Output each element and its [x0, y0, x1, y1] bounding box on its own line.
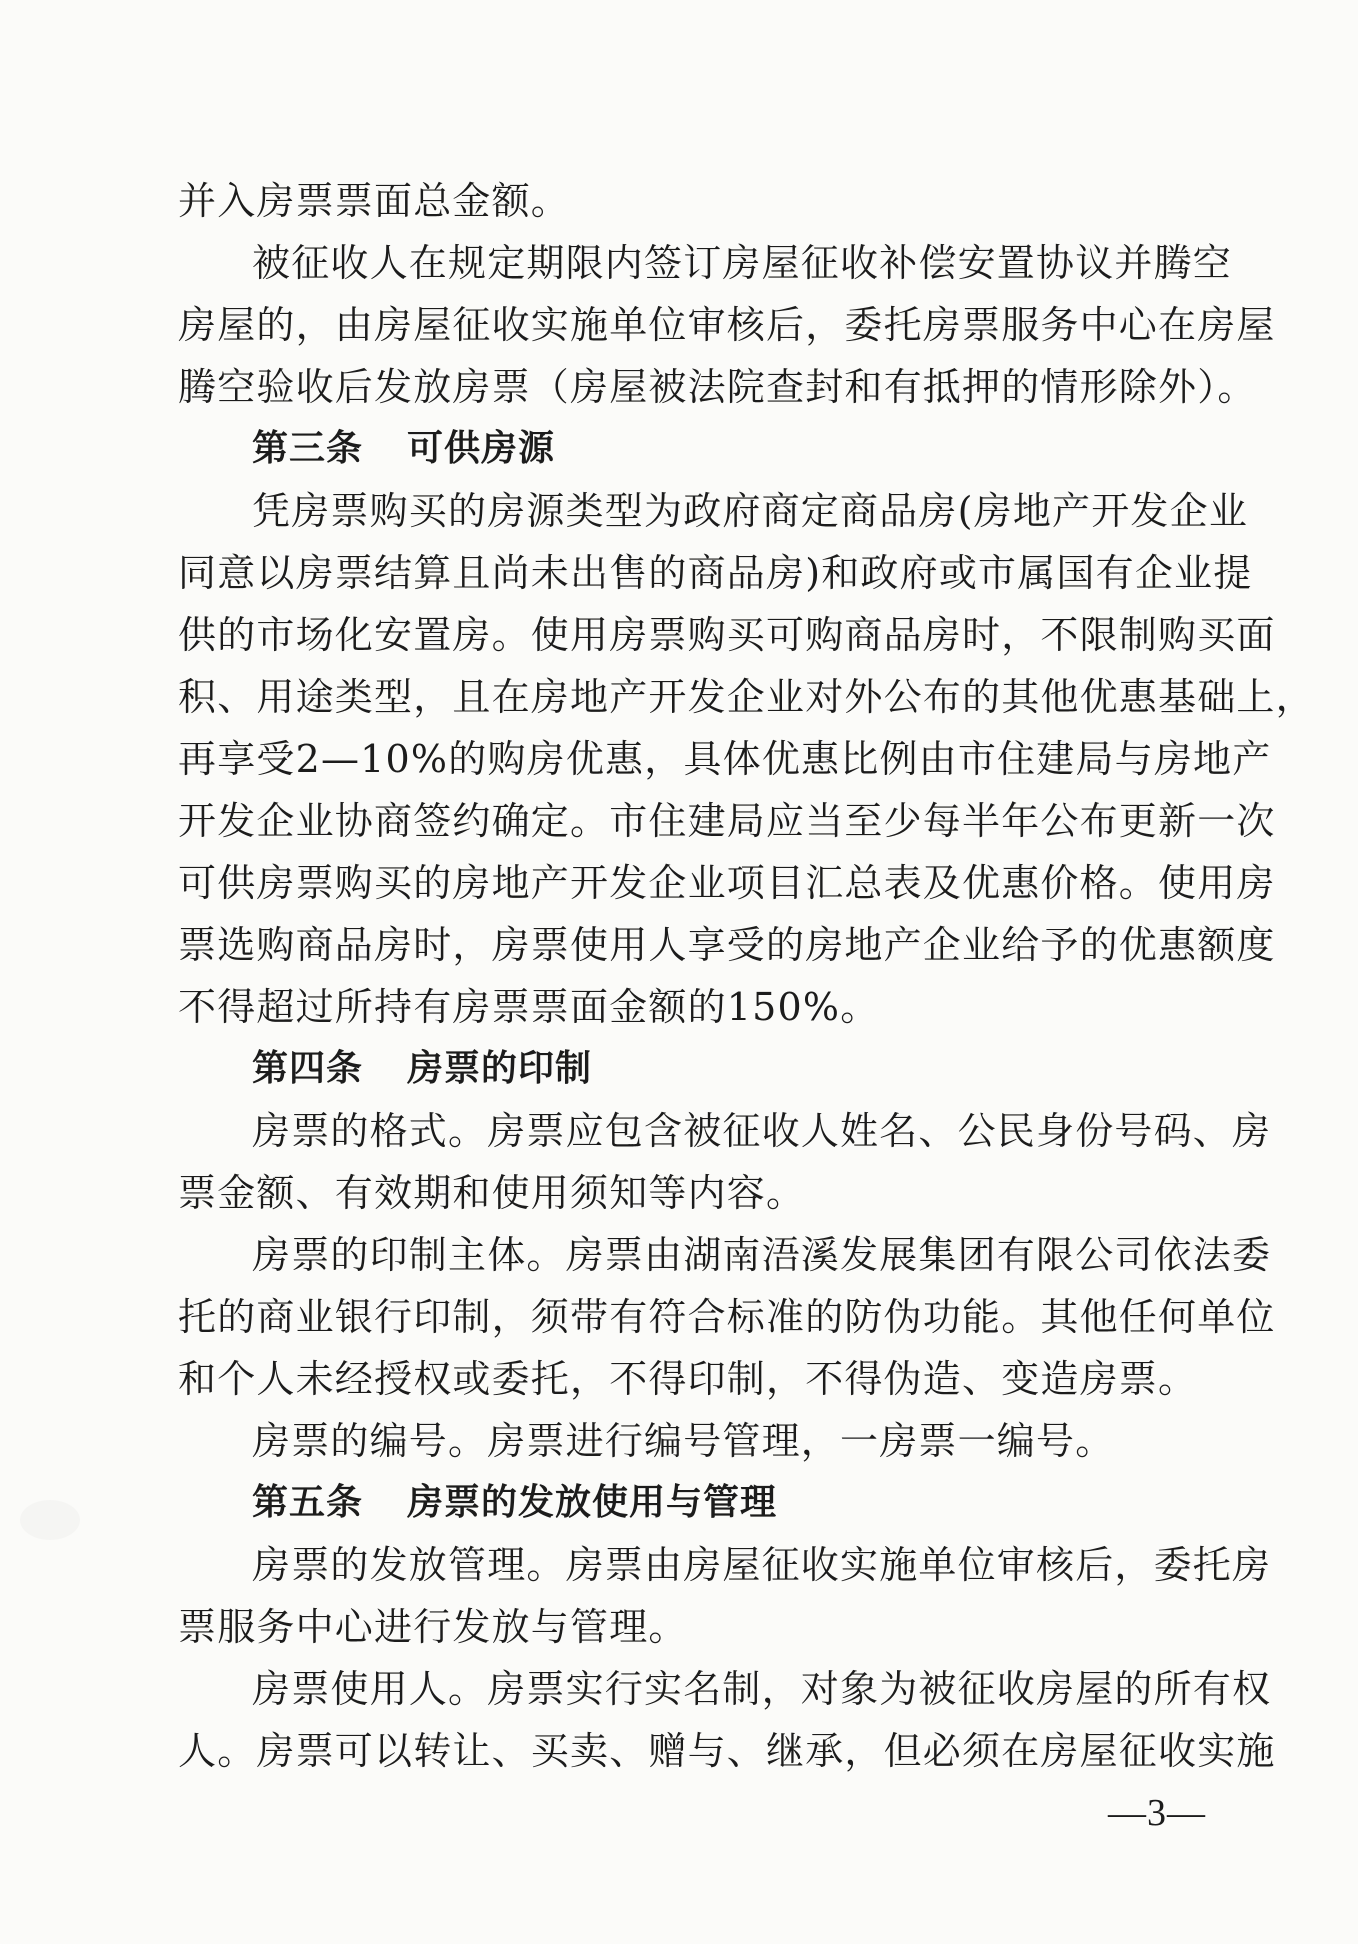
page-number: —3—	[1108, 1792, 1206, 1834]
article-5-heading	[252, 1480, 777, 1526]
text-line: 被征收人在规定期限内签订房屋征收补偿安置协议并腾空	[252, 241, 1233, 285]
text-line: 再享受2—10%的购房优惠，具体优惠比例由市住建局与房地产	[178, 737, 1272, 781]
text-line: 人。房票可以转让、买卖、赠与、继承，但必须在房屋征收实施	[178, 1729, 1276, 1773]
article-3-heading	[252, 426, 555, 472]
article-title: 可供房源	[407, 428, 556, 469]
article-title: 房票的发放使用与管理	[407, 1482, 778, 1523]
article-4-heading	[252, 1046, 592, 1092]
text-line: 凭房票购买的房源类型为政府商定商品房(房地产开发企业	[252, 489, 1249, 533]
text-line: 房票的印制主体。房票由湖南浯溪发展集团有限公司依法委	[252, 1233, 1272, 1277]
text-line: 不得超过所持有房票票面金额的150%。	[178, 985, 880, 1029]
text-line: 托的商业银行印制，须带有符合标准的防伪功能。其他任何单位	[178, 1295, 1276, 1339]
text-line: 腾空验收后发放房票（房屋被法院查封和有抵押的情形除外）。	[178, 365, 1257, 409]
text-line: 房票的发放管理。房票由房屋征收实施单位审核后，委托房	[252, 1543, 1272, 1587]
text-line: 积、用途类型，且在房地产开发企业对外公布的其他优惠基础上，	[178, 675, 1315, 719]
text-line: 房票的编号。房票进行编号管理，一房票一编号。	[252, 1419, 1115, 1463]
article-number: 第五条	[252, 1482, 364, 1523]
article-title: 房票的印制	[407, 1048, 593, 1089]
text-line: 票选购商品房时，房票使用人享受的房地产企业给予的优惠额度	[178, 923, 1276, 967]
text-line: 可供房票购买的房地产开发企业项目汇总表及优惠价格。使用房	[178, 861, 1276, 905]
scan-smudge	[20, 1500, 80, 1540]
text-line: 开发企业协商签约确定。市住建局应当至少每半年公布更新一次	[178, 799, 1276, 843]
text-line: 房票的格式。房票应包含被征收人姓名、公民身份号码、房	[252, 1109, 1272, 1153]
text-line: 票金额、有效期和使用须知等内容。	[178, 1171, 806, 1215]
article-number: 第三条	[252, 428, 364, 469]
text-line: 票服务中心进行发放与管理。	[178, 1605, 688, 1649]
text-line: 房票使用人。房票实行实名制，对象为被征收房屋的所有权	[252, 1667, 1272, 1711]
text-line: 供的市场化安置房。使用房票购买可购商品房时，不限制购买面	[178, 613, 1276, 657]
article-number: 第四条	[252, 1048, 364, 1089]
text-line: 房屋的，由房屋征收实施单位审核后，委托房票服务中心在房屋	[178, 303, 1276, 347]
text-line: 和个人未经授权或委托，不得印制，不得伪造、变造房票。	[178, 1357, 1198, 1401]
text-line: 同意以房票结算且尚未出售的商品房)和政府或市属国有企业提	[178, 551, 1253, 595]
text-line: 并入房票票面总金额。	[178, 179, 571, 223]
